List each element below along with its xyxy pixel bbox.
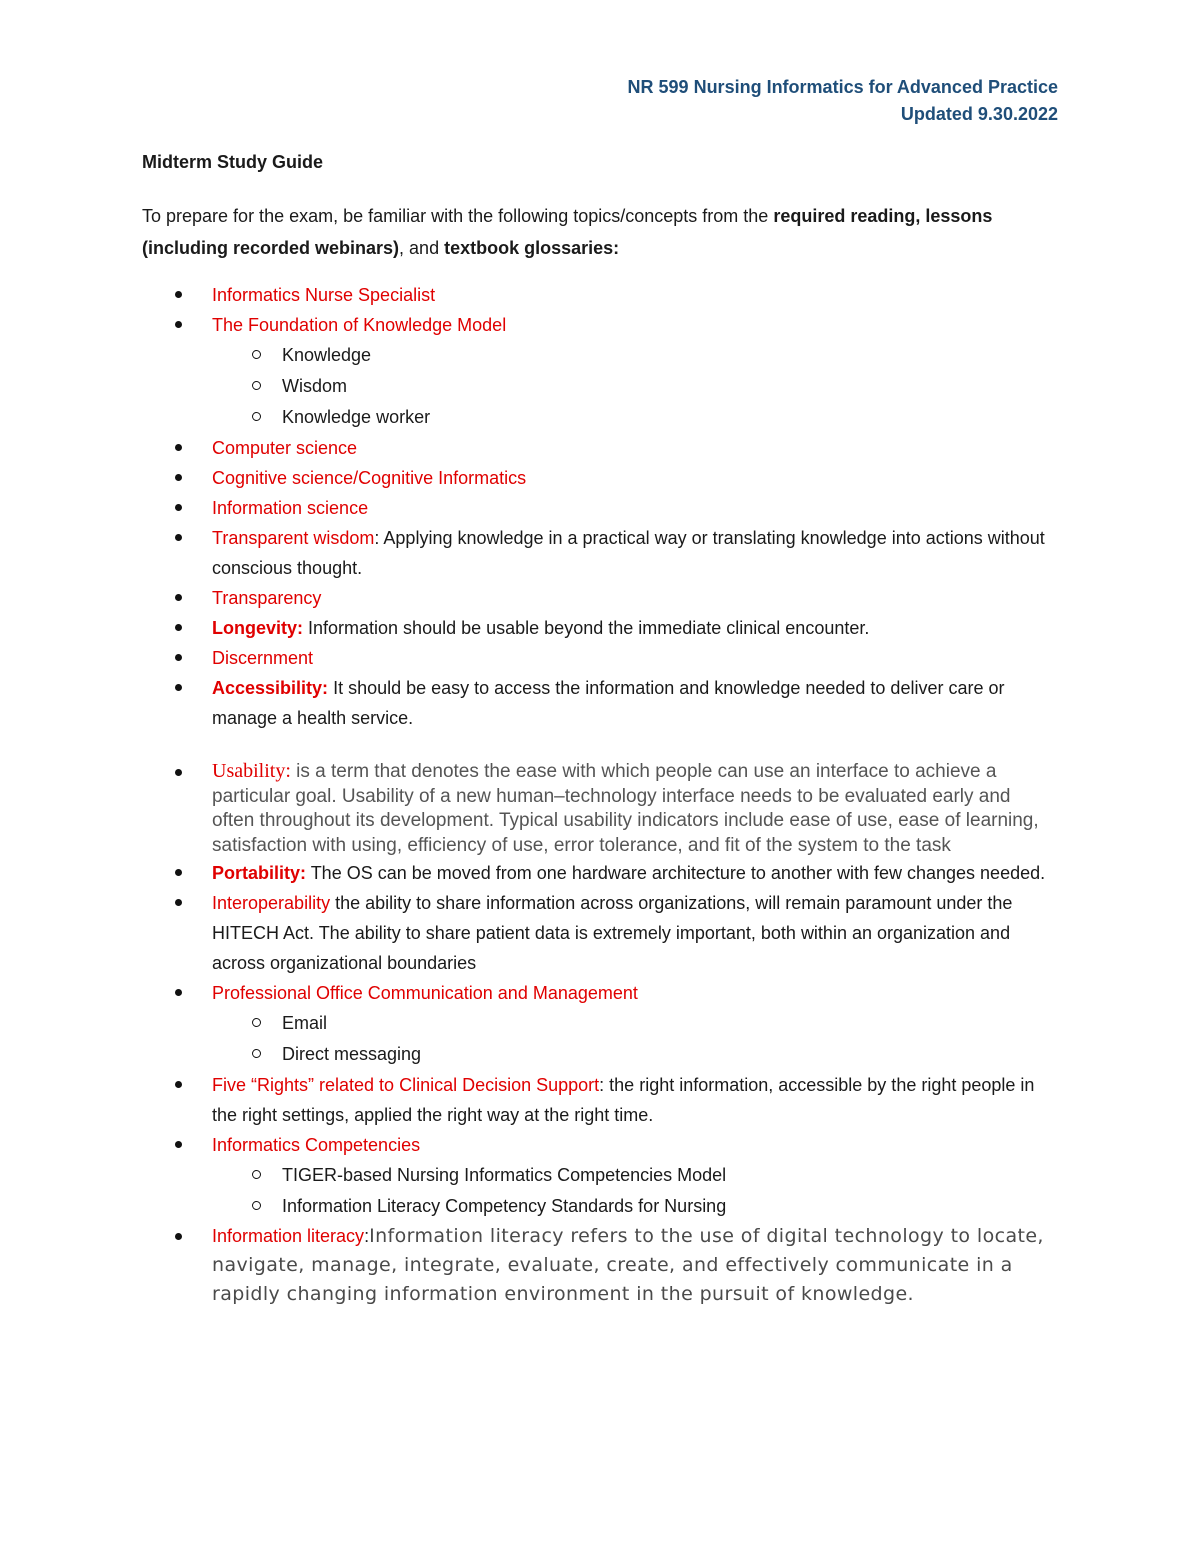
sub-item-text: Information Literacy Competency Standards for Nursing <box>282 1196 727 1216</box>
topic-term: Information literacy <box>212 1226 365 1246</box>
list-item <box>142 858 1058 888</box>
sub-item-text: Wisdom <box>282 376 348 396</box>
topic-term: Transparency <box>212 588 322 608</box>
bullet-icon <box>175 291 182 298</box>
topic-term: Cognitive science/Cognitive Informatics <box>212 468 527 488</box>
bullet-icon <box>175 769 182 776</box>
intro-prefix: To prepare for the exam, be familiar with the following topics/concepts from the <box>142 206 774 226</box>
bullet-icon <box>175 654 182 661</box>
sub-item-text: Knowledge <box>282 345 372 365</box>
topic-term: Transparent wisdom <box>212 528 375 548</box>
circle-bullet-icon <box>252 350 261 359</box>
topic-term: Professional Office Communication and Management <box>212 983 638 1003</box>
list-item <box>142 613 1058 643</box>
sub-list <box>212 1008 1058 1070</box>
list-item <box>142 888 1058 978</box>
bullet-icon <box>175 899 182 906</box>
bullet-icon <box>175 624 182 631</box>
topic-description: It should be easy to access the information and knowledge needed to deliver care or manage a health service. <box>212 678 1005 728</box>
list-item <box>142 1130 1058 1222</box>
topic-description: Information literacy refers to the use of digital technology to locate, navigate, manage, integrate, evaluate, create, and effectively communicate in a rapidly changing information environment in the pursuit of knowledge. <box>212 1225 1044 1305</box>
bullet-icon <box>175 1233 182 1240</box>
intro-bold-reading: required reading, lessons (including recorded webinars) <box>142 206 993 258</box>
circle-bullet-icon <box>252 1170 261 1179</box>
bullet-icon <box>175 684 182 691</box>
list-item <box>142 463 1058 493</box>
course-title: NR 599 Nursing Informatics for Advanced Practice <box>627 77 1058 97</box>
list-item <box>142 1222 1058 1309</box>
topic-description: Information should be usable beyond the immediate clinical encounter. <box>303 618 870 638</box>
list-item <box>142 673 1058 733</box>
topic-term: The Foundation of Knowledge Model <box>212 315 507 335</box>
list-item <box>142 759 1058 858</box>
sub-list-item <box>142 340 1058 371</box>
topic-term: Information science <box>212 498 369 518</box>
bullet-icon <box>175 989 182 996</box>
page-title: Midterm Study Guide <box>142 152 324 172</box>
circle-bullet-icon <box>252 1201 261 1210</box>
sub-list <box>212 1160 1058 1222</box>
circle-bullet-icon <box>252 1018 261 1027</box>
list-item <box>142 310 1058 433</box>
sub-list-item <box>142 1160 1058 1191</box>
bullet-icon <box>175 594 182 601</box>
document-header <box>628 74 1058 128</box>
sub-list-item <box>142 371 1058 402</box>
list-item <box>142 280 1058 310</box>
bullet-icon <box>175 869 182 876</box>
circle-bullet-icon <box>252 381 261 390</box>
sub-list-item <box>142 1008 1058 1039</box>
list-item <box>142 643 1058 673</box>
circle-bullet-icon <box>252 1049 261 1058</box>
list-item <box>142 978 1058 1070</box>
bullet-icon <box>175 444 182 451</box>
sub-item-text: Email <box>282 1013 328 1033</box>
updated-date: Updated 9.30.2022 <box>900 104 1058 124</box>
topic-term: Usability: <box>212 760 291 782</box>
topic-term: Interoperability <box>212 893 331 913</box>
topic-term: Informatics Nurse Specialist <box>212 285 436 305</box>
bullet-icon <box>175 321 182 328</box>
topic-description: The OS can be moved from one hardware architecture to another with few changes needed. <box>306 863 1046 883</box>
list-item <box>142 583 1058 613</box>
list-item <box>142 1070 1058 1130</box>
bullet-icon <box>175 474 182 481</box>
sub-list-item <box>142 1191 1058 1222</box>
topic-term: Five “Rights” related to Clinical Decision Support <box>212 1075 600 1095</box>
list-item <box>142 523 1058 583</box>
bullet-icon <box>175 1081 182 1088</box>
sub-item-text: TIGER-based Nursing Informatics Competencies Model <box>282 1165 727 1185</box>
term-colon: : <box>364 1226 370 1246</box>
intro-middle: , and <box>399 238 445 258</box>
topic-term: Informatics Competencies <box>212 1135 421 1155</box>
intro-bold-glossaries: textbook glossaries: <box>444 238 620 258</box>
topic-description: : the right information, accessible by the right people in the right settings, applied the right way at the right time. <box>212 1075 1035 1125</box>
list-item <box>142 493 1058 523</box>
sub-list <box>212 340 1058 433</box>
bullet-icon <box>175 504 182 511</box>
sub-item-text: Direct messaging <box>282 1044 422 1064</box>
topic-term: Discernment <box>212 648 314 668</box>
topic-term: Accessibility: <box>212 678 329 698</box>
topic-description: the ability to share information across organizations, will remain paramount under the HITECH Act. The ability to share patient data is extremely important, both within an organization and across organizational boundaries <box>212 893 1013 973</box>
circle-bullet-icon <box>252 412 261 421</box>
bullet-icon <box>175 534 182 541</box>
sub-item-text: Knowledge worker <box>282 407 431 427</box>
topic-term: Portability: <box>212 863 307 883</box>
topic-list <box>142 280 1058 1309</box>
topic-term: Computer science <box>212 438 358 458</box>
sub-list-item <box>142 402 1058 433</box>
topic-description: : Applying knowledge in a practical way or translating knowledge into actions without conscious thought. <box>212 528 1045 578</box>
sub-list-item <box>142 1039 1058 1070</box>
topic-term: Longevity: <box>212 618 304 638</box>
bullet-icon <box>175 1141 182 1148</box>
list-item <box>142 433 1058 463</box>
intro-paragraph <box>142 200 1052 264</box>
topic-description: is a term that denotes the ease with which people can use an interface to achieve a particular goal. Usability of a new human–technology interface needs to be evaluated early and often throughout its development. Typical usability indicators include ease of use, ease of learning, satisfaction with using, efficiency of use, error tolerance, and fit of the system to the task <box>212 761 1039 856</box>
